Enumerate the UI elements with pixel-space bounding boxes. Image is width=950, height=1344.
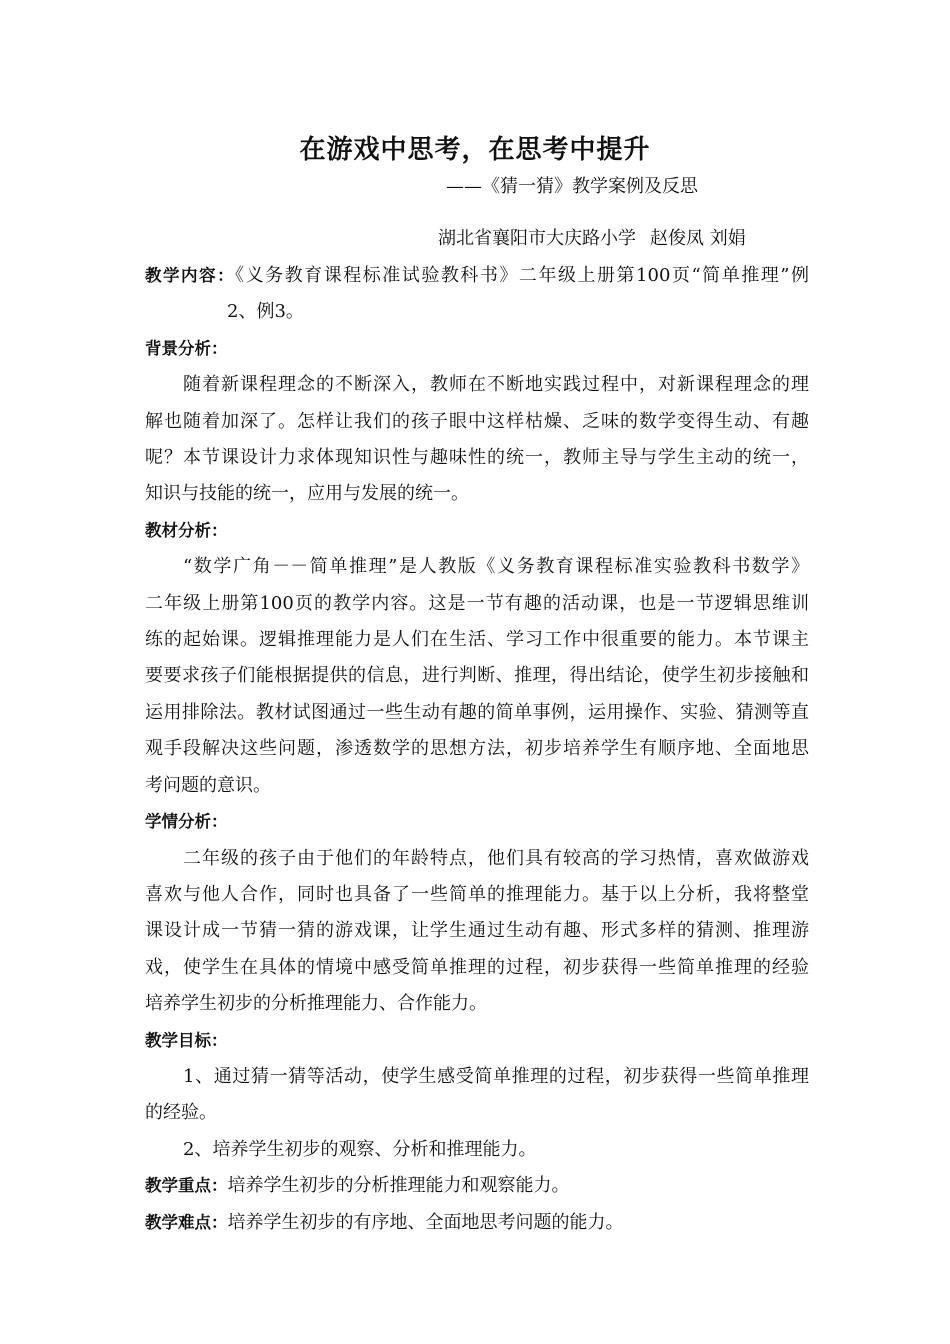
students-line-1: 二年级的孩子由于他们的年龄特点，他们具有较高的学习热情，喜欢做游戏 <box>183 847 809 869</box>
teaching-content-label: 教学内容： <box>145 266 236 285</box>
students-line-3: 课设计成一节猜一猜的游戏课，让学生通过生动有趣、形式多样的猜测、推理游 <box>145 920 809 942</box>
students-label: 学情分析： <box>145 812 228 832</box>
goal-1-line-1: 1、通过猜一猜等活动，使学生感受简单推理的过程，初步获得一些简单推理 <box>183 1065 809 1087</box>
background-line-3: 呢？本节课设计力求体现知识性与趣味性的统一，教师主导与学生主动的统一， <box>145 447 809 469</box>
goal-2: 2、培养学生初步的观察、分析和推理能力。 <box>183 1138 537 1160</box>
teaching-content-text-1: 《义务教育课程标准试验教科书》二年级上册第100页“简单推理”例 <box>235 265 809 286</box>
material-line-4: 要要求孩子们能根据提供的信息，进行判断、推理，得出结论，使学生初步接触和 <box>145 665 809 687</box>
background-line-2: 解也随着加深了。怎样让我们的孩子眼中这样枯燥、乏味的数学变得生动、有趣 <box>145 410 809 432</box>
author-line <box>438 226 746 252</box>
background-line-1: 随着新课程理念的不断深入，教师在不断地实践过程中，对新课程理念的理 <box>183 374 809 396</box>
document-title: 在游戏中思考，在思考中提升 <box>299 135 651 165</box>
difficulty-row <box>145 1205 809 1241</box>
key-point-text: 培养学生初步的分析推理能力和观察能力。 <box>227 1175 570 1197</box>
goals-label: 教学目标： <box>145 1030 228 1050</box>
difficulty-label: 教学难点： <box>145 1212 228 1232</box>
students-line-5: 培养学生初步的分析推理能力、合作能力。 <box>145 993 487 1015</box>
background-line-4: 知识与技能的统一，应用与发展的统一。 <box>145 483 469 505</box>
material-line-2: 二年级上册第100页的教学内容。这是一节有趣的活动课，也是一节逻辑思维训 <box>145 592 809 614</box>
material-line-7: 考问题的意识。 <box>145 774 271 796</box>
document-body <box>145 258 809 1241</box>
material-line-3: 练的起始课。逻辑推理能力是人们在生活、学习工作中很重要的能力。本节课主 <box>145 629 809 651</box>
author-names: 赵俊凤 刘娟 <box>650 228 746 249</box>
students-line-4: 戏，使学生在具体的情境中感受简单推理的过程，初步获得一些简单推理的经验 <box>145 956 809 978</box>
difficulty-text: 培养学生初步的有序地、全面地思考问题的能力。 <box>227 1211 624 1233</box>
material-line-5: 运用排除法。教材试图通过一些生动有趣的简单事例，运用操作、实验、猜测等直 <box>145 701 809 723</box>
key-point-label: 教学重点： <box>145 1176 228 1196</box>
material-line-6: 观手段解决这些问题，渗透数学的思想方法，初步培养学生有顺序地、全面地思 <box>145 738 809 760</box>
key-point-row <box>145 1168 809 1204</box>
goal-1-line-2: 的经验。 <box>145 1102 217 1124</box>
document-subtitle: ——《猜一猜》教学案例及反思 <box>446 176 698 197</box>
material-label: 教材分析： <box>145 520 228 540</box>
author-school: 湖北省襄阳市大庆路小学 <box>438 228 636 249</box>
students-line-2: 喜欢与他人合作，同时也具备了一些简单的推理能力。基于以上分析，我将整堂 <box>145 883 809 905</box>
background-label: 背景分析： <box>145 338 228 358</box>
teaching-content-line1 <box>145 258 809 294</box>
material-line-1: “数学广角－－简单推理”是人教版《义务教育课程标准实验教科书数学》 <box>183 556 809 578</box>
teaching-content-text-2: 2、例3。 <box>227 301 304 323</box>
